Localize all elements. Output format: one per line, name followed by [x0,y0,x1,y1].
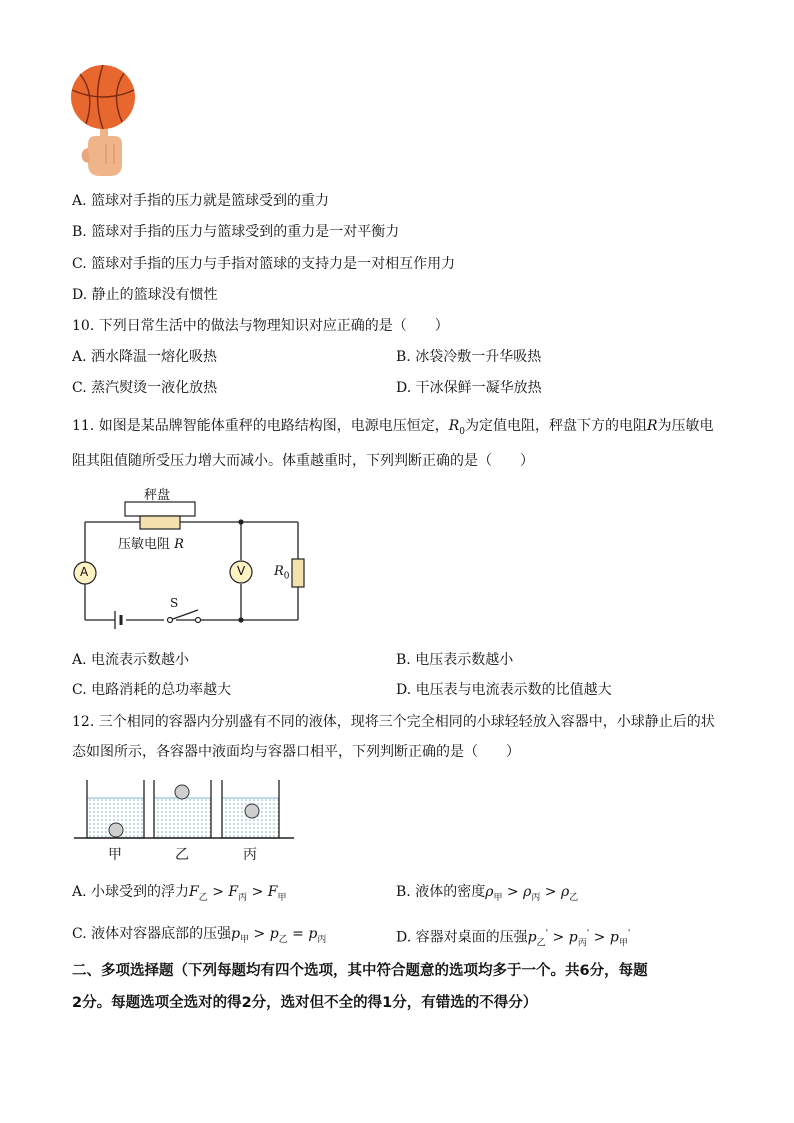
q9-option-b[interactable] [72,222,399,242]
option-label: D. [72,287,88,303]
subscript: 乙 [569,892,579,903]
q11-option-c[interactable] [72,680,231,700]
option-label: D. [396,929,412,946]
subscript: 丙 [238,892,248,903]
switch-terminal [196,618,201,623]
subscript: 丙 [531,892,541,903]
sensor-label-symbol: R [174,537,184,552]
pressure-symbol: p [269,926,279,942]
container-label-bing: 丙 [243,847,257,863]
option-label: A. [72,884,87,900]
option-text: 液体对容器底部的压强 [91,926,232,942]
option-text: 篮球对手指的压力与手指对篮球的支持力是一对相互作用力 [91,256,456,272]
pressure-symbol: p [527,929,537,946]
option-text: 篮球对手指的压力就是篮球受到的重力 [91,193,330,209]
q9-option-d[interactable] [72,285,218,305]
r-symbol: R [647,418,658,434]
density-symbol: ρ [485,884,494,900]
container-bing [222,780,279,838]
subscript: 乙 [198,892,208,903]
q11-option-a[interactable] [72,650,189,670]
switch-label: S [170,596,179,610]
q12-option-c[interactable] [72,924,326,950]
option-label: B. [72,224,87,240]
operator: > [207,884,229,900]
r0-label-sub: 0 [283,571,290,582]
option-label: A. [72,349,87,365]
operator: > [249,926,270,942]
container-jia [87,780,144,838]
option-label: B. [396,652,411,668]
q12-option-a[interactable] [72,882,287,908]
q12-stem-line2: 态如图所示，各容器中液面均与容器口相平，下列判断正确的是（ ） [72,744,520,760]
r0-subscript: 0 [459,426,465,437]
stem-text: 11. 如图是某品牌智能体重秤的电路结构图，电源电压恒定， [72,418,449,434]
switch-terminal [168,618,173,623]
operator: > [589,929,610,946]
q10-option-d[interactable] [396,378,542,398]
ball-icon [175,785,189,799]
pressure-sensor-resistor [140,516,180,529]
operator: = [287,926,309,942]
density-symbol: ρ [523,884,532,900]
q11-stem-line2: 阻其阻值随所受压力增大而减小。体重越重时，下列判断正确的是（ ） [72,453,534,469]
operator: > [540,884,561,900]
option-label: C. [72,380,87,396]
q11-option-b[interactable] [396,650,513,670]
fixed-resistor-r0 [292,559,304,587]
force-symbol: F [228,884,239,900]
q10-option-c[interactable] [72,378,217,398]
subscript: 丙 [317,934,327,945]
q9-option-c[interactable] [72,254,455,274]
q10-option-a[interactable] [72,347,217,367]
option-label: B. [396,884,411,900]
operator: > [502,884,524,900]
pressure-symbol: p [308,926,318,942]
voltmeter-label: V [237,564,246,578]
force-symbol: F [267,884,278,900]
force-symbol: F [189,884,199,900]
option-text: 容器对桌面的压强 [415,929,528,946]
subscript: 乙 [278,934,288,945]
option-label: D. [396,380,412,396]
ammeter-label: A [80,565,89,579]
prime-mark: ' [545,929,549,939]
option-text: 干冰保鲜一凝华放热 [415,380,542,396]
option-text: 电流表示数越小 [91,652,190,668]
option-text: 洒水降温一熔化吸热 [91,349,218,365]
q12-option-d[interactable] [396,924,630,953]
circuit-wires [70,484,310,634]
basketball-icon [71,65,135,129]
option-label: C. [72,682,87,698]
junction-dot [238,519,243,524]
section-2-header-line2: 2分。每题选项全选对的得2分，选对但不全的得1分，有错选的不得分） [72,995,538,1011]
option-text: 篮球对手指的压力与篮球受到的重力是一对平衡力 [91,224,400,240]
pan-label: 秤盘 [144,488,171,503]
q9-option-a[interactable] [72,191,329,211]
subscript: 甲 [240,934,250,945]
operator: > [247,884,268,900]
operator: > [548,929,569,946]
q10-stem: 10. 下列日常生活中的做法与物理知识对应正确的是（ ） [72,318,449,334]
q10-option-b[interactable] [396,347,541,367]
scale-pan [125,502,195,516]
option-text: 静止的篮球没有惯性 [91,287,218,303]
q12-stem-line1: 12. 三个相同的容器内分别盛有不同的液体，现将三个完全相同的小球轻轻放入容器中，小球静止后的状 [72,714,715,730]
q12-option-b[interactable] [396,882,578,908]
option-text: 冰袋冷敷一升华吸热 [415,349,542,365]
basketball-on-finger-figure [66,64,142,180]
stem-text: 为定值电阻，秤盘下方的电阻 [465,418,647,434]
option-text: 蒸汽熨烫一液化放热 [91,380,218,396]
option-text: 小球受到的浮力 [91,884,190,900]
prime-mark: ' [586,929,590,939]
option-label: C. [72,256,87,272]
subscript: 甲 [618,938,628,949]
subscript: 乙 [536,938,546,949]
option-label: B. [396,349,411,365]
q11-stem-line1 [72,416,714,442]
ball-icon [245,804,259,818]
pressure-symbol: p [231,926,241,942]
option-label: D. [396,682,412,698]
containers-figure [72,774,297,866]
r0-label-symbol: R [274,564,284,579]
subscript: 丙 [577,938,587,949]
stem-text: 为压敏电 [657,418,714,434]
prime-mark: ' [627,929,631,939]
density-symbol: ρ [560,884,570,900]
ball-icon [109,823,123,837]
container-yi [154,780,211,838]
subscript: 甲 [277,892,287,903]
option-text: 液体的密度 [415,884,486,900]
sensor-label [118,533,184,552]
option-label: A. [72,193,87,209]
pressure-symbol: p [609,929,619,946]
sensor-label-text: 压敏电阻 [118,537,171,552]
option-text: 电压表与电流表示数的比值越大 [415,682,612,698]
q11-option-d[interactable] [396,680,612,700]
r0-symbol: R [448,418,460,434]
container-label-jia: 甲 [108,847,122,863]
section-2-header-line1: 二、多项选择题（下列每题均有四个选项，其中符合题意的选项均多于一个。共6分，每题 [72,963,648,979]
subscript: 甲 [493,892,503,903]
junction-dot [238,617,243,622]
r0-label [274,564,290,582]
containers-drawing [72,774,297,844]
option-text: 电路消耗的总功率越大 [91,682,232,698]
option-text: 电压表示数越小 [415,652,514,668]
circuit-diagram [70,484,310,634]
option-label: A. [72,652,87,668]
option-label: C. [72,926,87,942]
pressure-symbol: p [568,929,578,946]
container-label-yi: 乙 [175,847,189,863]
